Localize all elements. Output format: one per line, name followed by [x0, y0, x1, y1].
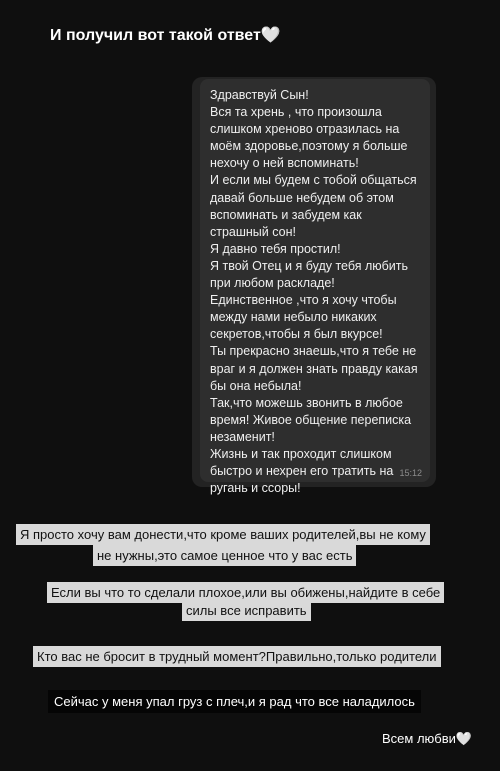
message-line: Вся та хрень , что произошла: [210, 105, 382, 120]
message-line: при любом раскладе!: [210, 276, 335, 291]
message-timestamp: 15:12: [399, 468, 422, 478]
message-line: время! Живое общение переписка: [210, 412, 412, 427]
message-line: Ты прекрасно знаешь,что я тебе не: [210, 344, 417, 359]
message-line: враг и я должен знать правду какая: [210, 361, 418, 376]
message-bubble: [200, 79, 430, 496]
message-line: И если мы будем с тобой общаться: [210, 173, 417, 188]
caption-question: Кто вас не бросит в трудный момент?Правильно,только родители: [33, 646, 441, 667]
message-line: между нами небыло никаких: [210, 310, 377, 325]
message-line: нехочу о ней вспоминать!: [210, 156, 359, 171]
message-line: Я давно тебя простил!: [210, 241, 341, 256]
message-line: слишком хреново отразилась на: [210, 122, 400, 137]
message-line: ругань и ссоры!: [210, 481, 301, 496]
message-line: незаменит!: [210, 429, 275, 444]
message-screenshot: [192, 77, 436, 496]
message-line: бы она небыла!: [210, 378, 302, 393]
story-header-text: И получил вот такой ответ🤍: [50, 27, 281, 44]
message-line: страшный сон!: [210, 224, 296, 239]
story-footer-text: Всем любви🤍: [382, 731, 473, 746]
caption-fix-line2: силы все исправить: [182, 600, 311, 621]
message-line: Единственное ,что я хочу чтобы: [210, 293, 397, 308]
message-line: быстро и нехрен его тратить на: [210, 464, 394, 479]
message-line: вспоминать и забудем как: [210, 207, 362, 222]
message-line: Здравствуй Сын!: [210, 88, 309, 102]
caption-parents-line2: не нужны,это самое ценное что у вас есть: [93, 545, 356, 566]
message-line: Я твой Отец и я буду тебя любить: [210, 258, 409, 273]
caption-relief: Сейчас у меня упал груз с плеч,и я рад что все наладилось: [48, 690, 421, 713]
message-line: Так,что можешь звонить в любое: [210, 395, 403, 410]
message-line: Жизнь и так проходит слишком: [210, 446, 392, 461]
message-line: моём здоровье,поэтому я больше: [210, 139, 408, 154]
message-line: секретов,чтобы я был вкурсе!: [210, 327, 383, 342]
message-line: давай больше небудем об этом: [210, 190, 394, 205]
caption-parents-line1: Я просто хочу вам донести,что кроме ваших родителей,вы не кому: [16, 524, 430, 545]
caption-fix-line1: Если вы что то сделали плохое,или вы обижены,найдите в себе: [47, 582, 444, 603]
